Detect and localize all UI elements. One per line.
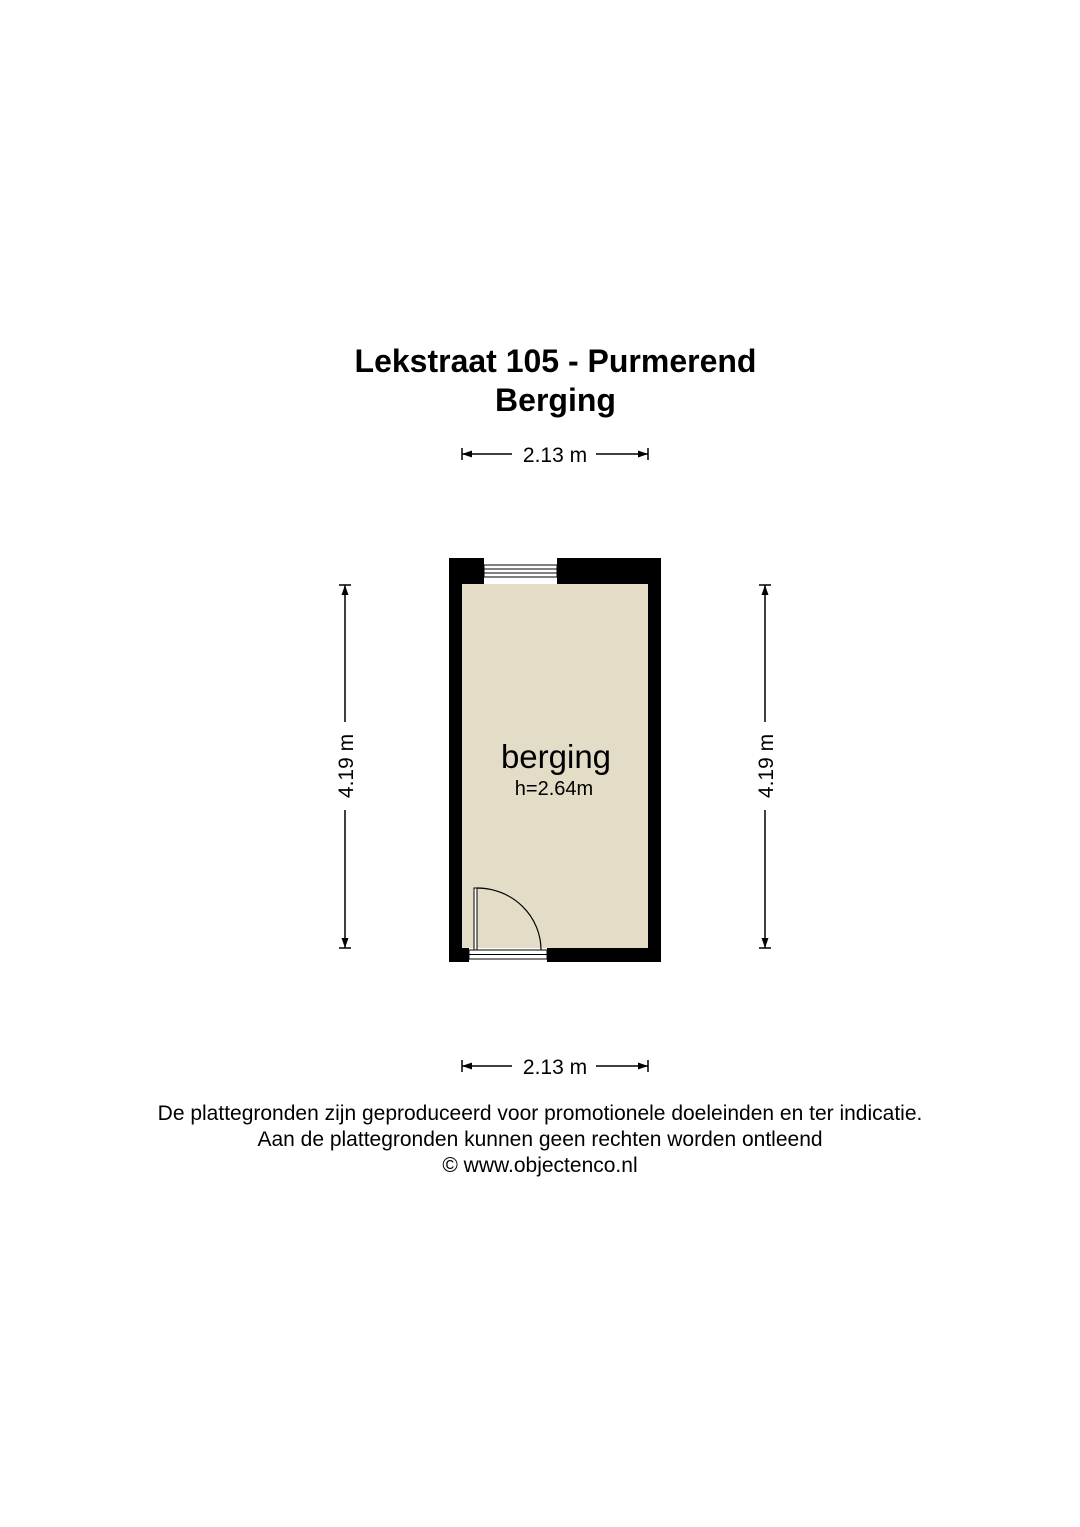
window [484,565,557,577]
bottom-width-label: 2.13 m [522,1056,588,1079]
right-height-label: 4.19 m [755,733,778,799]
address-title: Lekstraat 105 - Purmerend [354,343,757,379]
bottom-width-dimension [462,1056,648,1079]
floor-title: Berging [495,382,616,418]
top-width-dimension [462,444,648,467]
door-leaf [474,888,477,950]
top-width-label: 2.13 m [522,444,588,467]
right-height-dimension [755,585,778,948]
copyright-line: © www.objectenco.nl [442,1154,638,1177]
left-height-label: 4.19 m [335,733,358,799]
room-name: berging [500,738,612,775]
room-ceiling-height: h=2.64m [514,778,594,800]
left-height-dimension [335,585,358,948]
disclaimer-line-2: Aan de plattegronden kunnen geen rechten worden ontleend [257,1128,823,1151]
disclaimer-line-1: De plattegronden zijn geproduceerd voor promotionele doeleinden en ter indicatie. [157,1102,923,1125]
